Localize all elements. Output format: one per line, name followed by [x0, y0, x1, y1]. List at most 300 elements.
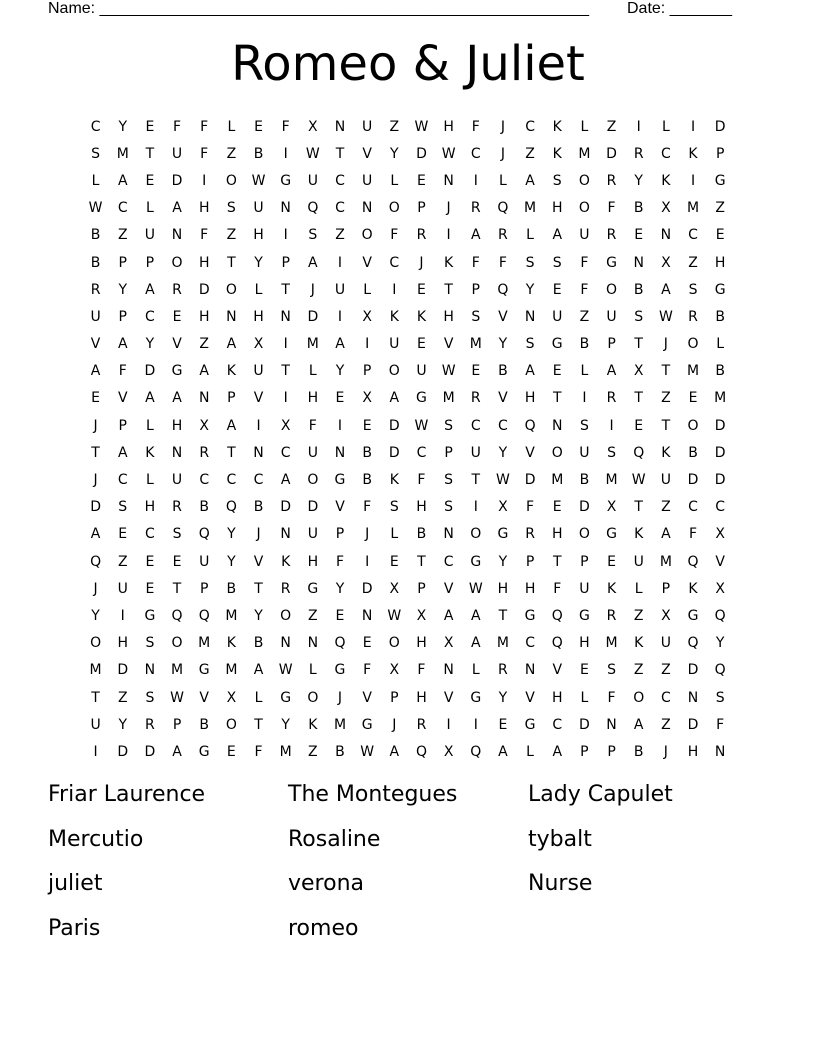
grid-letter[interactable]: F [417, 472, 426, 489]
grid-letter[interactable]: D [687, 716, 699, 733]
grid-letter[interactable]: Q [198, 526, 210, 543]
grid-letter[interactable]: I [446, 716, 451, 733]
grid-letter[interactable]: N [334, 118, 346, 135]
grid-letter[interactable]: H [551, 526, 563, 543]
grid-letter[interactable]: Z [389, 118, 400, 135]
grid-letter[interactable]: Q [90, 553, 102, 570]
grid-letter[interactable]: Y [118, 118, 128, 135]
grid-letter[interactable]: Y [335, 580, 345, 597]
grid-letter[interactable]: U [552, 308, 563, 325]
grid-letter[interactable]: A [90, 363, 101, 380]
grid-letter[interactable]: K [552, 118, 562, 135]
grid-letter[interactable]: U [660, 635, 671, 652]
grid-letter[interactable]: E [145, 172, 155, 189]
grid-letter[interactable]: U [199, 553, 210, 570]
grid-letter[interactable]: S [715, 689, 725, 706]
grid-letter[interactable]: A [552, 743, 563, 760]
grid-letter[interactable]: D [687, 662, 699, 679]
grid-letter[interactable]: Y [335, 363, 345, 380]
grid-letter[interactable]: T [335, 145, 345, 162]
grid-letter[interactable]: Y [227, 553, 236, 570]
grid-letter[interactable]: D [280, 499, 292, 516]
grid-letter[interactable]: I [120, 607, 125, 624]
grid-letter[interactable]: S [634, 308, 644, 325]
grid-letter[interactable]: D [144, 363, 156, 380]
grid-letter[interactable]: Z [525, 145, 535, 162]
grid-letter[interactable]: O [606, 281, 618, 298]
grid-letter[interactable]: N [226, 308, 237, 325]
grid-letter[interactable]: S [552, 172, 562, 189]
grid-letter[interactable]: A [172, 200, 182, 217]
grid-letter[interactable]: K [281, 553, 291, 570]
grid-letter[interactable]: L [145, 472, 154, 489]
grid-letter[interactable]: L [661, 118, 670, 135]
grid-letter[interactable]: P [580, 553, 589, 570]
grid-letter[interactable]: S [525, 254, 535, 271]
grid-letter[interactable]: G [606, 526, 617, 543]
grid-letter[interactable]: T [417, 553, 426, 570]
grid-letter[interactable]: C [525, 118, 535, 135]
grid-letter[interactable]: I [392, 281, 397, 298]
grid-letter[interactable]: K [226, 635, 236, 652]
grid-letter[interactable]: Y [525, 281, 535, 298]
grid-letter[interactable]: A [633, 716, 644, 733]
grid-letter[interactable]: B [715, 308, 725, 325]
grid-letter[interactable]: I [337, 254, 343, 271]
grid-letter[interactable]: M [306, 336, 319, 353]
grid-letter[interactable]: C [552, 716, 563, 733]
grid-letter[interactable]: F [363, 499, 372, 516]
grid-letter[interactable]: R [470, 200, 481, 217]
grid-letter[interactable]: D [714, 417, 726, 434]
grid-letter[interactable]: H [171, 417, 183, 434]
grid-letter[interactable]: N [280, 308, 291, 325]
grid-letter[interactable]: X [280, 417, 291, 434]
grid-letter[interactable]: P [199, 580, 209, 597]
grid-letter[interactable]: X [362, 308, 372, 325]
grid-letter[interactable]: O [388, 635, 400, 652]
grid-letter[interactable]: G [497, 526, 509, 543]
grid-letter[interactable]: N [280, 635, 291, 652]
grid-letter[interactable]: L [308, 363, 317, 380]
grid-letter[interactable]: A [308, 254, 318, 271]
grid-letter[interactable]: S [688, 281, 698, 298]
grid-letter[interactable]: U [579, 227, 590, 244]
grid-letter[interactable]: N [606, 716, 617, 733]
grid-letter[interactable]: Y [281, 716, 290, 733]
grid-letter[interactable]: Y [227, 526, 236, 543]
grid-letter[interactable]: L [254, 281, 263, 298]
grid-letter[interactable]: Z [335, 227, 345, 244]
grid-letter[interactable]: M [605, 472, 618, 489]
grid-letter[interactable]: D [198, 281, 210, 298]
grid-letter[interactable]: F [417, 662, 426, 679]
grid-letter[interactable]: Z [226, 145, 237, 162]
grid-letter[interactable]: F [390, 227, 399, 244]
grid-letter[interactable]: C [199, 472, 210, 489]
grid-letter[interactable]: E [91, 390, 100, 407]
grid-letter[interactable]: E [417, 281, 426, 298]
grid-letter[interactable]: H [117, 635, 128, 652]
grid-letter[interactable]: L [580, 363, 589, 380]
grid-letter[interactable]: O [307, 689, 319, 706]
grid-letter[interactable]: H [714, 254, 726, 271]
grid-letter[interactable]: E [335, 607, 345, 624]
grid-letter[interactable]: Q [714, 662, 726, 679]
grid-letter[interactable]: X [498, 499, 508, 516]
grid-letter[interactable]: N [198, 390, 210, 407]
grid-letter[interactable]: Q [714, 607, 726, 624]
grid-letter[interactable]: A [199, 363, 209, 380]
grid-letter[interactable]: I [365, 553, 370, 570]
grid-letter[interactable]: I [473, 499, 478, 516]
grid-letter[interactable]: Y [715, 635, 725, 652]
grid-letter[interactable]: E [634, 227, 644, 244]
grid-letter[interactable]: O [687, 417, 699, 434]
grid-letter[interactable]: A [117, 444, 128, 461]
grid-letter[interactable]: K [308, 716, 318, 733]
grid-letter[interactable]: H [253, 308, 264, 325]
grid-letter[interactable]: T [172, 580, 182, 597]
grid-letter[interactable]: G [524, 607, 536, 624]
grid-letter[interactable]: X [443, 743, 454, 760]
grid-letter[interactable]: R [606, 607, 617, 624]
grid-letter[interactable]: K [634, 635, 644, 652]
grid-letter[interactable]: U [307, 526, 318, 543]
grid-letter[interactable]: Z [606, 118, 617, 135]
grid-letter[interactable]: V [525, 689, 535, 706]
grid-letter[interactable]: C [470, 145, 481, 162]
grid-letter[interactable]: F [200, 145, 209, 162]
grid-letter[interactable]: I [337, 308, 343, 325]
grid-letter[interactable]: P [661, 580, 671, 597]
grid-letter[interactable]: Z [579, 308, 590, 325]
grid-letter[interactable]: U [253, 363, 264, 380]
grid-letter[interactable]: P [715, 145, 725, 162]
grid-letter[interactable]: Y [390, 145, 399, 162]
grid-letter[interactable]: N [280, 526, 291, 543]
grid-letter[interactable]: L [471, 662, 480, 679]
grid-letter[interactable]: O [171, 254, 183, 271]
grid-letter[interactable]: G [470, 689, 482, 706]
grid-letter[interactable]: N [171, 227, 183, 244]
grid-letter[interactable]: G [198, 743, 210, 760]
grid-letter[interactable]: D [579, 499, 590, 516]
grid-letter[interactable]: A [172, 743, 182, 760]
grid-letter[interactable]: A [389, 743, 400, 760]
grid-letter[interactable]: T [281, 363, 290, 380]
grid-letter[interactable]: E [118, 526, 128, 543]
grid-letter[interactable]: U [307, 172, 318, 189]
grid-letter[interactable]: F [553, 580, 562, 597]
grid-letter[interactable]: B [579, 472, 590, 489]
grid-letter[interactable]: B [335, 743, 345, 760]
grid-letter[interactable]: Q [551, 635, 563, 652]
grid-letter[interactable]: N [280, 200, 291, 217]
grid-letter[interactable]: U [579, 444, 590, 461]
grid-letter[interactable]: K [416, 308, 427, 325]
grid-letter[interactable]: A [525, 172, 535, 189]
grid-letter[interactable]: U [470, 444, 481, 461]
grid-letter[interactable]: V [362, 689, 372, 706]
grid-letter[interactable]: J [500, 118, 505, 135]
grid-letter[interactable]: V [443, 580, 454, 597]
grid-letter[interactable]: G [334, 662, 346, 679]
grid-letter[interactable]: F [607, 200, 616, 217]
grid-letter[interactable]: W [88, 200, 103, 217]
grid-letter[interactable]: T [552, 553, 562, 570]
grid-letter[interactable]: H [524, 580, 536, 597]
grid-letter[interactable]: R [280, 580, 291, 597]
grid-letter[interactable]: L [526, 227, 534, 244]
grid-letter[interactable]: E [552, 281, 562, 298]
grid-letter[interactable]: Q [225, 499, 237, 516]
grid-letter[interactable]: Z [661, 390, 671, 407]
grid-letter[interactable]: I [337, 417, 343, 434]
grid-letter[interactable]: C [117, 472, 128, 489]
grid-letter[interactable]: Q [171, 607, 183, 624]
grid-letter[interactable]: G [714, 172, 726, 189]
grid-letter[interactable]: Z [661, 716, 671, 733]
grid-letter[interactable]: P [471, 281, 480, 298]
grid-letter[interactable]: K [389, 472, 399, 489]
grid-letter[interactable]: M [496, 635, 509, 652]
grid-letter[interactable]: A [145, 390, 155, 407]
grid-letter[interactable]: I [283, 336, 288, 353]
grid-letter[interactable]: G [280, 689, 292, 706]
grid-letter[interactable]: P [227, 390, 236, 407]
grid-letter[interactable]: C [660, 145, 671, 162]
grid-letter[interactable]: Z [688, 254, 698, 271]
grid-letter[interactable]: L [634, 580, 643, 597]
grid-letter[interactable]: E [417, 172, 426, 189]
grid-letter[interactable]: C [688, 499, 698, 516]
grid-letter[interactable]: A [470, 635, 481, 652]
grid-letter[interactable]: X [606, 499, 617, 516]
grid-letter[interactable]: N [253, 444, 264, 461]
grid-letter[interactable]: O [225, 172, 237, 189]
grid-letter[interactable]: N [443, 526, 454, 543]
grid-letter[interactable]: X [199, 417, 209, 434]
grid-letter[interactable]: A [470, 607, 481, 624]
grid-letter[interactable]: U [90, 308, 101, 325]
grid-letter[interactable]: K [606, 580, 617, 597]
grid-letter[interactable]: S [145, 689, 155, 706]
grid-letter[interactable]: A [525, 363, 535, 380]
grid-letter[interactable]: Z [117, 553, 128, 570]
grid-letter[interactable]: B [633, 743, 644, 760]
grid-letter[interactable]: B [362, 472, 372, 489]
grid-letter[interactable]: P [417, 580, 426, 597]
grid-letter[interactable]: E [498, 716, 508, 733]
grid-letter[interactable]: W [496, 472, 510, 489]
grid-letter[interactable]: T [498, 607, 508, 624]
grid-letter[interactable]: U [253, 200, 264, 217]
grid-letter[interactable]: A [661, 526, 671, 543]
grid-letter[interactable]: A [253, 662, 264, 679]
grid-letter[interactable]: I [690, 172, 696, 189]
grid-letter[interactable]: N [171, 444, 183, 461]
grid-letter[interactable]: C [145, 526, 155, 543]
grid-letter[interactable]: O [578, 526, 590, 543]
grid-letter[interactable]: R [172, 281, 182, 298]
grid-letter[interactable]: B [199, 499, 209, 516]
grid-letter[interactable]: E [634, 417, 644, 434]
grid-letter[interactable]: T [552, 390, 562, 407]
grid-letter[interactable]: B [688, 444, 698, 461]
grid-letter[interactable]: H [198, 254, 210, 271]
grid-letter[interactable]: Q [415, 743, 427, 760]
grid-letter[interactable]: X [416, 607, 427, 624]
grid-letter[interactable]: Y [634, 172, 643, 189]
grid-letter[interactable]: G [606, 254, 617, 271]
grid-letter[interactable]: I [283, 390, 288, 407]
grid-letter[interactable]: C [226, 472, 237, 489]
grid-letter[interactable]: F [200, 227, 209, 244]
grid-letter[interactable]: H [416, 499, 427, 516]
grid-letter[interactable]: R [498, 227, 508, 244]
grid-letter[interactable]: Q [334, 635, 346, 652]
grid-letter[interactable]: E [552, 363, 562, 380]
grid-letter[interactable]: A [389, 390, 400, 407]
grid-letter[interactable]: Z [633, 662, 644, 679]
grid-letter[interactable]: X [661, 607, 671, 624]
grid-letter[interactable]: C [715, 499, 726, 516]
grid-letter[interactable]: A [172, 390, 182, 407]
grid-letter[interactable]: B [416, 526, 427, 543]
grid-letter[interactable]: H [198, 200, 210, 217]
grid-letter[interactable]: V [90, 336, 101, 353]
grid-letter[interactable]: H [198, 308, 210, 325]
grid-letter[interactable]: D [388, 417, 400, 434]
grid-letter[interactable]: E [688, 390, 698, 407]
grid-letter[interactable]: Z [715, 200, 725, 217]
grid-letter[interactable]: U [117, 580, 128, 597]
grid-letter[interactable]: S [444, 472, 454, 489]
grid-letter[interactable]: C [525, 635, 535, 652]
grid-letter[interactable]: C [660, 689, 671, 706]
grid-letter[interactable]: L [580, 118, 589, 135]
grid-letter[interactable]: O [307, 472, 319, 489]
grid-letter[interactable]: Z [661, 662, 671, 679]
grid-letter[interactable]: D [388, 444, 400, 461]
grid-letter[interactable]: T [661, 363, 671, 380]
grid-letter[interactable]: D [687, 472, 699, 489]
grid-letter[interactable]: V [335, 499, 345, 516]
grid-letter[interactable]: W [441, 145, 456, 162]
grid-letter[interactable]: E [362, 417, 372, 434]
grid-letter[interactable]: C [470, 417, 481, 434]
grid-letter[interactable]: W [631, 472, 646, 489]
grid-letter[interactable]: U [362, 118, 373, 135]
grid-letter[interactable]: N [307, 635, 319, 652]
grid-letter[interactable]: U [362, 172, 373, 189]
grid-letter[interactable]: B [253, 499, 264, 516]
grid-letter[interactable]: V [498, 390, 508, 407]
grid-letter[interactable]: X [253, 336, 264, 353]
grid-letter[interactable]: X [389, 662, 400, 679]
grid-letter[interactable]: D [117, 662, 129, 679]
grid-letter[interactable]: S [471, 308, 481, 325]
grid-letter[interactable]: N [334, 444, 346, 461]
grid-letter[interactable]: S [118, 499, 128, 516]
grid-letter[interactable]: W [414, 118, 429, 135]
grid-letter[interactable]: H [579, 635, 590, 652]
grid-letter[interactable]: V [443, 336, 454, 353]
grid-letter[interactable]: I [582, 390, 587, 407]
grid-letter[interactable]: D [171, 172, 183, 189]
grid-letter[interactable]: L [499, 172, 507, 189]
grid-letter[interactable]: F [471, 254, 480, 271]
grid-letter[interactable]: G [470, 553, 482, 570]
grid-letter[interactable]: B [253, 635, 264, 652]
grid-letter[interactable]: J [93, 472, 98, 489]
grid-letter[interactable]: B [498, 363, 508, 380]
grid-letter[interactable]: K [552, 145, 562, 162]
grid-letter[interactable]: H [416, 635, 427, 652]
grid-letter[interactable]: E [172, 553, 182, 570]
grid-letter[interactable]: G [578, 607, 590, 624]
grid-letter[interactable]: Y [254, 254, 263, 271]
grid-letter[interactable]: V [443, 689, 454, 706]
grid-letter[interactable]: E [417, 336, 426, 353]
grid-letter[interactable]: L [308, 662, 317, 679]
grid-letter[interactable]: R [416, 227, 427, 244]
grid-letter[interactable]: G [551, 336, 563, 353]
grid-letter[interactable]: E [226, 743, 236, 760]
grid-letter[interactable]: Y [498, 689, 508, 706]
grid-letter[interactable]: M [524, 200, 537, 217]
grid-letter[interactable]: W [170, 689, 184, 706]
grid-letter[interactable]: U [307, 444, 318, 461]
grid-letter[interactable]: L [227, 118, 236, 135]
grid-letter[interactable]: Y [254, 607, 263, 624]
grid-letter[interactable]: L [145, 417, 154, 434]
grid-letter[interactable]: I [473, 716, 478, 733]
grid-letter[interactable]: R [525, 526, 535, 543]
grid-letter[interactable]: D [606, 145, 617, 162]
grid-letter[interactable]: D [117, 743, 129, 760]
grid-letter[interactable]: Z [661, 499, 671, 516]
grid-letter[interactable]: C [688, 227, 698, 244]
grid-letter[interactable]: J [93, 580, 98, 597]
grid-letter[interactable]: M [89, 662, 102, 679]
grid-letter[interactable]: S [444, 417, 454, 434]
grid-letter[interactable]: N [524, 308, 536, 325]
grid-letter[interactable]: D [361, 580, 373, 597]
grid-letter[interactable]: Z [117, 689, 128, 706]
grid-letter[interactable]: M [551, 472, 564, 489]
grid-letter[interactable]: F [173, 118, 182, 135]
grid-letter[interactable]: R [470, 390, 481, 407]
grid-letter[interactable]: T [471, 472, 481, 489]
grid-letter[interactable]: T [254, 580, 263, 597]
grid-letter[interactable]: C [280, 444, 291, 461]
grid-letter[interactable]: R [199, 444, 210, 461]
grid-letter[interactable]: I [473, 172, 478, 189]
grid-letter[interactable]: Q [633, 444, 645, 461]
grid-letter[interactable]: H [307, 390, 319, 407]
grid-letter[interactable]: T [91, 689, 100, 706]
grid-letter[interactable]: M [279, 743, 292, 760]
grid-letter[interactable]: X [389, 580, 400, 597]
grid-letter[interactable]: Q [497, 200, 509, 217]
grid-letter[interactable]: M [686, 200, 700, 217]
grid-letter[interactable]: E [471, 363, 481, 380]
grid-letter[interactable]: V [253, 390, 264, 407]
grid-letter[interactable]: U [633, 553, 644, 570]
grid-letter[interactable]: K [226, 363, 236, 380]
